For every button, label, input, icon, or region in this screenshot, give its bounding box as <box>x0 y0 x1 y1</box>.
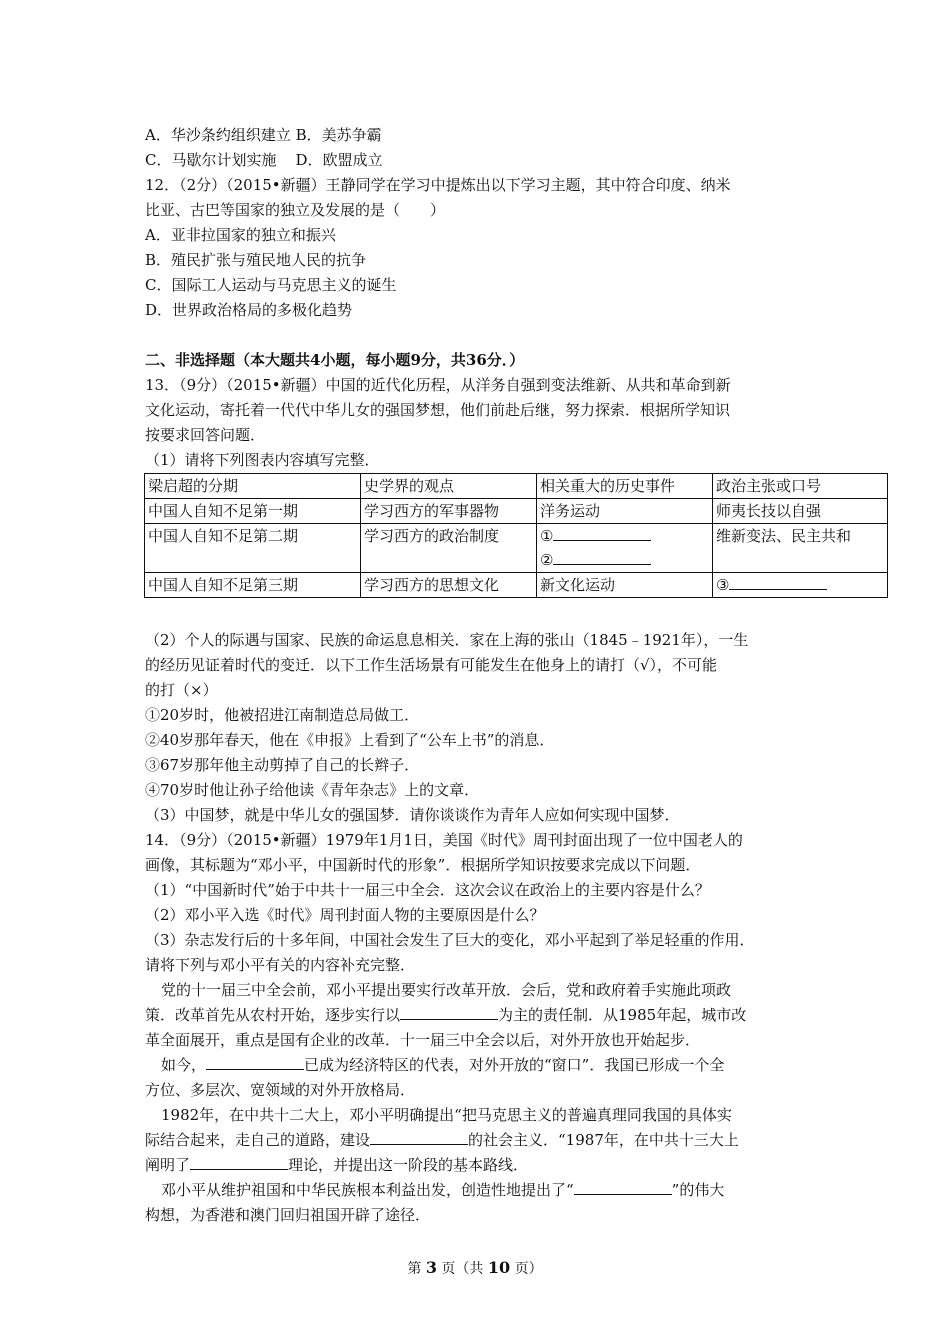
page-footer: 第 3 页（共 10 页） <box>407 1258 543 1277</box>
q14-stem-line2: 画像，其标题为“邓小平，中国新时代的形象”．根据所学知识按要求完成以下问题． <box>145 856 701 874</box>
table-header-cell: 史学界的观点 <box>361 474 537 499</box>
q12-option-b: B．殖民扩张与殖民地人民的抗争 <box>145 251 367 269</box>
current-page-number: 3 <box>425 1258 437 1277</box>
q14-para4-line1: 邓小平从维护祖国和中华民族根本利益出发，创造性地提出了“ ”的伟大 <box>161 1181 725 1199</box>
q14-para3-line2: 际结合起来，走自己的道路，建设 的社会主义．“1987年，在中共十三大上 <box>145 1131 739 1149</box>
answer-blank-3[interactable]: ③ <box>716 573 884 597</box>
answer-blank-8[interactable] <box>574 1180 672 1195</box>
q14-para1-line1: 党的十一届三中全会前，邓小平提出要实行改革开放．会后，党和政府着手实施此项政 <box>161 981 732 999</box>
q13-stem-line2: 文化运动，寄托着一代代中华儿女的强国梦想，他们前赴后继，努力探索．根据所学知识 <box>145 401 731 419</box>
q14-para4-line2: 构想，为香港和澳门回归祖国开辟了途径． <box>145 1206 431 1224</box>
q14-para1-line3: 革全面展开，重点是国有企业的改革．十一届三中全会以后，对外开放也开始起步． <box>145 1031 701 1049</box>
table-cell: 师夷长技以自强 <box>713 499 888 524</box>
q13-part3: （3）中国梦，就是中华儿女的强国梦．请你谈谈作为青年人应如何实现中国梦． <box>145 806 680 824</box>
table-cell: 中国人自知不足第二期 <box>145 524 361 573</box>
q12-option-d: D．世界政治格局的多极化趋势 <box>145 301 353 319</box>
table-cell <box>713 573 888 598</box>
table-header-cell: 政治主张或口号 <box>713 474 888 499</box>
q14-para2-line1: 如今， 已成为经济特区的代表，对外开放的“窗口”．我国已形成一个全 <box>161 1056 725 1074</box>
q13-part1: （1）请将下列图表内容填写完整． <box>145 451 380 469</box>
q13-part2-line2: 的经历见证着时代的变迁．以下工作生活场景有可能发生在他身上的请打（√），不可能 <box>145 656 718 674</box>
answer-blank-4[interactable] <box>400 1005 498 1020</box>
table-cell: 中国人自知不足第一期 <box>145 499 361 524</box>
table-row <box>145 573 888 598</box>
table-row <box>145 499 888 524</box>
answer-blank-7[interactable] <box>190 1155 288 1170</box>
answer-blank-2[interactable]: ② <box>540 548 709 572</box>
table-header-cell: 相关重大的历史事件 <box>537 474 713 499</box>
table-cell <box>537 524 713 573</box>
table-header-row <box>145 474 888 499</box>
q14-para3-line1: 1982年，在中共十二大上，邓小平明确提出“把马克思主义的普遍真理同我国的具体实 <box>161 1106 732 1124</box>
q14-para2-line2: 方位、多层次、宽领域的对外开放格局． <box>145 1081 416 1099</box>
q13-stem-line3: 按要求回答问题． <box>145 426 266 444</box>
q13-item-4: ④70岁时他让孙子给他读《青年杂志》上的文章． <box>145 781 480 799</box>
q13-part2-line1: （2）个人的际遇与国家、民族的命运息息相关．家在上海的张山（1845﹣1921年），一生 <box>145 631 749 649</box>
answer-blank-1[interactable]: ① <box>540 524 709 548</box>
table-cell: 新文化运动 <box>537 573 713 598</box>
table-cell: 学习西方的思想文化 <box>361 573 537 598</box>
section-2-title: 二、非选择题（本大题共4小题，每小题9分，共36分．） <box>145 351 525 369</box>
table-cell: 学习西方的政治制度 <box>361 524 537 573</box>
q14-part2: （2）邓小平入选《时代》周刊封面人物的主要原因是什么？ <box>145 906 545 924</box>
q11-options-line2: C．马歇尔计划实施 D．欧盟成立 <box>145 151 383 169</box>
answer-blank-5[interactable] <box>206 1055 304 1070</box>
table-cell: 学习西方的军事器物 <box>361 499 537 524</box>
table-cell: 维新变法、民主共和 <box>713 524 888 573</box>
table-cell: 中国人自知不足第三期 <box>145 573 361 598</box>
q14-stem-line1: 14．（9分）（2015•新疆）1979年1月1日，美国《时代》周刊封面出现了一位中国老人的 <box>145 831 743 849</box>
history-periods-table <box>144 473 888 598</box>
q14-para1-line2: 策．改革首先从农村开始，逐步实行以 为主的责任制．从1985年起，城市改 <box>145 1006 747 1024</box>
q13-item-2: ②40岁那年春天，他在《申报》上看到了“公车上书”的消息． <box>145 731 555 749</box>
q14-part3-line2: 请将下列与邓小平有关的内容补充完整． <box>145 956 416 974</box>
q13-part2-line3: 的打（×） <box>145 681 218 699</box>
q13-stem-line1: 13．（9分）（2015•新疆）中国的近代化历程，从洋务自强到变法维新、从共和革命到新 <box>145 376 731 394</box>
q14-part1: （1）“中国新时代”始于中共十一届三中全会．这次会议在政治上的主要内容是什么？ <box>145 881 710 899</box>
q13-item-1: ①20岁时，他被招进江南制造总局做工． <box>145 706 420 724</box>
q14-part3-line1: （3）杂志发行后的十多年间，中国社会发生了巨大的变化，邓小平起到了举足轻重的作用． <box>145 931 755 949</box>
q12-stem-line1: 12．（2分）（2015•新疆）王静同学在学习中提炼出以下学习主题，其中符合印度、纳米 <box>145 176 731 194</box>
total-page-count: 10 <box>487 1258 511 1277</box>
q13-item-3: ③67岁那年他主动剪掉了自己的长辫子． <box>145 756 420 774</box>
q12-option-a: A．亚非拉国家的独立和振兴 <box>145 226 336 244</box>
table-row <box>145 524 888 573</box>
answer-blank-6[interactable] <box>370 1130 468 1145</box>
q12-option-c: C．国际工人运动与马克思主义的诞生 <box>145 276 397 294</box>
q11-options-line1: A．华沙条约组织建立 B．美苏争霸 <box>145 126 382 144</box>
q12-stem-line2: 比亚、古巴等国家的独立及发展的是（ ） <box>145 201 446 219</box>
q14-para3-line3: 阐明了 理论，并提出这一阶段的基本路线． <box>145 1156 529 1174</box>
table-header-cell: 梁启超的分期 <box>145 474 361 499</box>
table-cell: 洋务运动 <box>537 499 713 524</box>
